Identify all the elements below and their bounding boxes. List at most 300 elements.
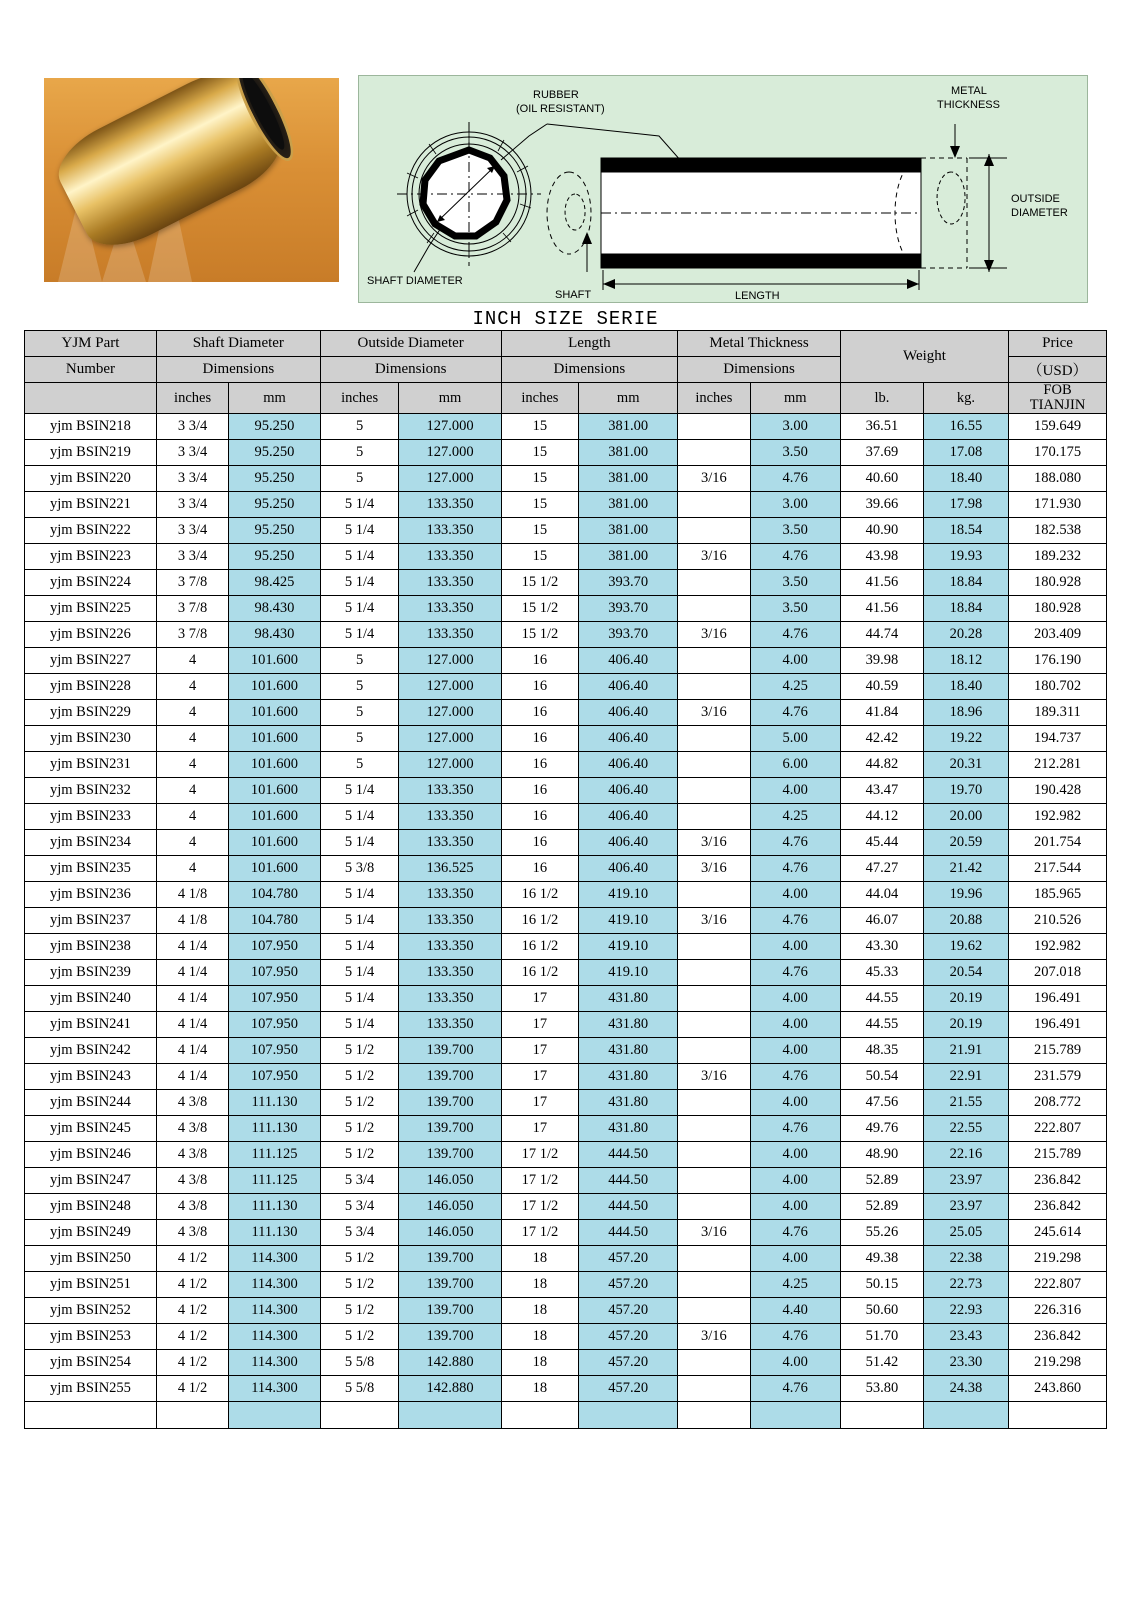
cell-outside-mm: 139.700 bbox=[399, 1324, 501, 1350]
cell-outside-inches: 5 1/2 bbox=[320, 1324, 399, 1350]
cell-shaft-inches: 4 bbox=[156, 804, 228, 830]
cell-price: 201.754 bbox=[1009, 830, 1107, 856]
cell-weight-kg: 22.55 bbox=[923, 1116, 1008, 1142]
cell-weight-kg: 19.93 bbox=[923, 544, 1008, 570]
cell-metal-mm: 4.00 bbox=[750, 986, 840, 1012]
cell-weight-kg: 18.84 bbox=[923, 570, 1008, 596]
table-row bbox=[25, 1012, 1107, 1038]
cell-shaft-inches: 4 1/4 bbox=[156, 1038, 228, 1064]
cell-shaft-mm: 95.250 bbox=[229, 492, 320, 518]
cell-part-number: yjm BSIN254 bbox=[25, 1350, 157, 1376]
cell-metal-mm: 4.00 bbox=[750, 778, 840, 804]
cell-shaft-inches: 4 1/2 bbox=[156, 1246, 228, 1272]
cell-blank bbox=[229, 1402, 320, 1429]
cell-metal-inches bbox=[678, 570, 750, 596]
cell-length-mm: 457.20 bbox=[579, 1246, 678, 1272]
cell-length-inches: 15 bbox=[501, 466, 579, 492]
cell-outside-mm: 133.350 bbox=[399, 622, 501, 648]
cell-weight-lb: 48.90 bbox=[840, 1142, 923, 1168]
cell-weight-lb: 41.84 bbox=[840, 700, 923, 726]
cell-metal-mm: 4.25 bbox=[750, 1272, 840, 1298]
cell-price: 217.544 bbox=[1009, 856, 1107, 882]
cell-length-mm: 457.20 bbox=[579, 1350, 678, 1376]
col-header-weight-kg: kg. bbox=[923, 383, 1008, 414]
cell-metal-inches bbox=[678, 440, 750, 466]
cell-metal-inches: 3/16 bbox=[678, 700, 750, 726]
cell-weight-lb: 51.42 bbox=[840, 1350, 923, 1376]
cell-length-inches: 18 bbox=[501, 1272, 579, 1298]
cell-length-inches: 16 bbox=[501, 674, 579, 700]
cell-outside-inches: 5 1/4 bbox=[320, 960, 399, 986]
cell-weight-lb: 40.60 bbox=[840, 466, 923, 492]
cell-outside-mm: 139.700 bbox=[399, 1038, 501, 1064]
cell-outside-inches: 5 1/4 bbox=[320, 804, 399, 830]
cell-weight-lb: 50.60 bbox=[840, 1298, 923, 1324]
cell-metal-mm: 4.00 bbox=[750, 648, 840, 674]
cell-metal-mm: 4.76 bbox=[750, 622, 840, 648]
cell-metal-mm: 4.76 bbox=[750, 544, 840, 570]
cell-length-mm: 381.00 bbox=[579, 544, 678, 570]
cell-part-number: yjm BSIN242 bbox=[25, 1038, 157, 1064]
cell-metal-inches bbox=[678, 1350, 750, 1376]
cell-outside-mm: 133.350 bbox=[399, 908, 501, 934]
diagram-label-outside-sub: DIAMETER bbox=[1011, 207, 1068, 219]
cell-metal-inches: 3/16 bbox=[678, 1324, 750, 1350]
cell-length-inches: 17 1/2 bbox=[501, 1220, 579, 1246]
cell-price: 215.789 bbox=[1009, 1142, 1107, 1168]
cell-blank bbox=[678, 1402, 750, 1429]
cell-outside-mm: 133.350 bbox=[399, 960, 501, 986]
cell-shaft-mm: 95.250 bbox=[229, 466, 320, 492]
cell-shaft-mm: 98.430 bbox=[229, 596, 320, 622]
col-header-metal-dimensions: Dimensions bbox=[678, 357, 841, 383]
cell-length-mm: 406.40 bbox=[579, 674, 678, 700]
cell-price: 222.807 bbox=[1009, 1116, 1107, 1142]
cell-weight-kg: 18.96 bbox=[923, 700, 1008, 726]
cell-metal-mm: 4.76 bbox=[750, 960, 840, 986]
cell-weight-lb: 47.56 bbox=[840, 1090, 923, 1116]
cell-length-mm: 457.20 bbox=[579, 1298, 678, 1324]
cell-shaft-inches: 3 3/4 bbox=[156, 544, 228, 570]
table-row bbox=[25, 622, 1107, 648]
table-row bbox=[25, 882, 1107, 908]
cell-length-inches: 16 bbox=[501, 804, 579, 830]
cell-outside-mm: 133.350 bbox=[399, 1012, 501, 1038]
col-header-shaft-dimensions: Dimensions bbox=[156, 357, 320, 383]
cell-price: 245.614 bbox=[1009, 1220, 1107, 1246]
cell-shaft-mm: 101.600 bbox=[229, 674, 320, 700]
cell-weight-lb: 47.27 bbox=[840, 856, 923, 882]
table-row bbox=[25, 1298, 1107, 1324]
cell-price: 210.526 bbox=[1009, 908, 1107, 934]
cell-shaft-mm: 98.430 bbox=[229, 622, 320, 648]
cell-part-number: yjm BSIN229 bbox=[25, 700, 157, 726]
cell-metal-mm: 3.00 bbox=[750, 492, 840, 518]
cell-weight-lb: 39.66 bbox=[840, 492, 923, 518]
cell-length-inches: 18 bbox=[501, 1324, 579, 1350]
cell-price: 171.930 bbox=[1009, 492, 1107, 518]
cell-outside-inches: 5 3/8 bbox=[320, 856, 399, 882]
cell-length-mm: 431.80 bbox=[579, 1012, 678, 1038]
table-row bbox=[25, 1246, 1107, 1272]
col-header-shaft-diameter: Shaft Diameter bbox=[156, 331, 320, 357]
cell-weight-kg: 20.28 bbox=[923, 622, 1008, 648]
cell-outside-inches: 5 1/2 bbox=[320, 1246, 399, 1272]
cell-price: 180.928 bbox=[1009, 570, 1107, 596]
table-row-blank bbox=[25, 1402, 1107, 1429]
cell-weight-lb: 49.38 bbox=[840, 1246, 923, 1272]
cell-outside-inches: 5 5/8 bbox=[320, 1376, 399, 1402]
cell-part-number: yjm BSIN223 bbox=[25, 544, 157, 570]
cell-length-mm: 381.00 bbox=[579, 440, 678, 466]
table-row bbox=[25, 544, 1107, 570]
col-header-outside-diameter: Outside Diameter bbox=[320, 331, 501, 357]
col-header-shaft-mm: mm bbox=[229, 383, 320, 414]
table-row bbox=[25, 1350, 1107, 1376]
diagram-svg bbox=[359, 76, 1087, 302]
cell-outside-mm: 146.050 bbox=[399, 1168, 501, 1194]
cell-metal-mm: 3.50 bbox=[750, 440, 840, 466]
cell-outside-inches: 5 3/4 bbox=[320, 1220, 399, 1246]
cell-part-number: yjm BSIN251 bbox=[25, 1272, 157, 1298]
cell-weight-lb: 44.12 bbox=[840, 804, 923, 830]
diagram-label-outside: OUTSIDE bbox=[1011, 193, 1060, 205]
cell-shaft-inches: 4 bbox=[156, 726, 228, 752]
cell-part-number: yjm BSIN253 bbox=[25, 1324, 157, 1350]
cell-shaft-mm: 111.125 bbox=[229, 1168, 320, 1194]
col-header-number: Number bbox=[25, 357, 157, 383]
table-row bbox=[25, 1324, 1107, 1350]
cell-outside-mm: 142.880 bbox=[399, 1350, 501, 1376]
cell-outside-inches: 5 1/4 bbox=[320, 622, 399, 648]
cell-outside-inches: 5 1/2 bbox=[320, 1272, 399, 1298]
cell-length-mm: 406.40 bbox=[579, 830, 678, 856]
cell-metal-inches bbox=[678, 674, 750, 700]
cell-weight-lb: 43.47 bbox=[840, 778, 923, 804]
cell-weight-kg: 19.22 bbox=[923, 726, 1008, 752]
cell-price: 236.842 bbox=[1009, 1168, 1107, 1194]
cell-metal-inches bbox=[678, 1246, 750, 1272]
col-header-weight-lb: lb. bbox=[840, 383, 923, 414]
table-row bbox=[25, 440, 1107, 466]
cell-weight-kg: 20.19 bbox=[923, 1012, 1008, 1038]
cell-metal-inches bbox=[678, 986, 750, 1012]
cell-outside-mm: 127.000 bbox=[399, 752, 501, 778]
cell-outside-mm: 146.050 bbox=[399, 1220, 501, 1246]
cell-weight-lb: 44.82 bbox=[840, 752, 923, 778]
cell-shaft-inches: 4 1/8 bbox=[156, 882, 228, 908]
table-row bbox=[25, 1272, 1107, 1298]
cell-part-number: yjm BSIN221 bbox=[25, 492, 157, 518]
col-header-metal-mm: mm bbox=[750, 383, 840, 414]
cell-metal-mm: 4.00 bbox=[750, 1090, 840, 1116]
cell-length-mm: 393.70 bbox=[579, 622, 678, 648]
cell-outside-mm: 127.000 bbox=[399, 440, 501, 466]
col-header-shaft-inches: inches bbox=[156, 383, 228, 414]
cell-shaft-mm: 101.600 bbox=[229, 830, 320, 856]
col-header-metal-thickness: Metal Thickness bbox=[678, 331, 841, 357]
table-row bbox=[25, 414, 1107, 440]
cell-weight-lb: 41.56 bbox=[840, 596, 923, 622]
cell-length-inches: 17 1/2 bbox=[501, 1168, 579, 1194]
cell-shaft-mm: 95.250 bbox=[229, 518, 320, 544]
cell-length-mm: 457.20 bbox=[579, 1376, 678, 1402]
cell-outside-mm: 133.350 bbox=[399, 830, 501, 856]
cell-length-inches: 18 bbox=[501, 1298, 579, 1324]
cell-outside-mm: 133.350 bbox=[399, 986, 501, 1012]
col-header-length-mm: mm bbox=[579, 383, 678, 414]
cell-weight-kg: 22.38 bbox=[923, 1246, 1008, 1272]
cell-metal-inches bbox=[678, 882, 750, 908]
cell-metal-mm: 4.00 bbox=[750, 1194, 840, 1220]
cell-metal-inches bbox=[678, 1142, 750, 1168]
cell-outside-inches: 5 1/4 bbox=[320, 882, 399, 908]
cell-outside-mm: 142.880 bbox=[399, 1376, 501, 1402]
cell-shaft-mm: 101.600 bbox=[229, 700, 320, 726]
cell-price: 180.928 bbox=[1009, 596, 1107, 622]
cell-outside-inches: 5 1/4 bbox=[320, 596, 399, 622]
cell-weight-kg: 20.31 bbox=[923, 752, 1008, 778]
cell-metal-mm: 6.00 bbox=[750, 752, 840, 778]
cell-shaft-mm: 101.600 bbox=[229, 856, 320, 882]
cell-metal-mm: 4.76 bbox=[750, 1324, 840, 1350]
table-row bbox=[25, 518, 1107, 544]
cell-price: 222.807 bbox=[1009, 1272, 1107, 1298]
cell-metal-inches bbox=[678, 752, 750, 778]
cell-outside-mm: 133.350 bbox=[399, 804, 501, 830]
cell-outside-mm: 133.350 bbox=[399, 544, 501, 570]
table-row bbox=[25, 752, 1107, 778]
cell-weight-lb: 41.56 bbox=[840, 570, 923, 596]
cell-blank bbox=[923, 1402, 1008, 1429]
cell-outside-inches: 5 1/2 bbox=[320, 1064, 399, 1090]
cell-weight-lb: 44.74 bbox=[840, 622, 923, 648]
cell-weight-kg: 23.30 bbox=[923, 1350, 1008, 1376]
cell-part-number: yjm BSIN219 bbox=[25, 440, 157, 466]
cell-part-number: yjm BSIN231 bbox=[25, 752, 157, 778]
table-row bbox=[25, 1376, 1107, 1402]
cell-length-mm: 419.10 bbox=[579, 908, 678, 934]
cell-metal-inches bbox=[678, 804, 750, 830]
cell-weight-lb: 50.54 bbox=[840, 1064, 923, 1090]
cell-shaft-inches: 4 1/4 bbox=[156, 934, 228, 960]
cell-outside-mm: 133.350 bbox=[399, 596, 501, 622]
cell-outside-inches: 5 5/8 bbox=[320, 1350, 399, 1376]
cell-outside-inches: 5 1/2 bbox=[320, 1038, 399, 1064]
cell-metal-inches bbox=[678, 934, 750, 960]
cell-outside-inches: 5 1/4 bbox=[320, 492, 399, 518]
cell-metal-mm: 3.50 bbox=[750, 596, 840, 622]
cell-length-mm: 444.50 bbox=[579, 1142, 678, 1168]
cell-metal-mm: 4.25 bbox=[750, 804, 840, 830]
cell-part-number: yjm BSIN225 bbox=[25, 596, 157, 622]
cell-length-mm: 381.00 bbox=[579, 466, 678, 492]
cell-shaft-mm: 111.125 bbox=[229, 1142, 320, 1168]
cell-metal-inches bbox=[678, 1376, 750, 1402]
cell-weight-kg: 17.08 bbox=[923, 440, 1008, 466]
cell-metal-mm: 4.00 bbox=[750, 934, 840, 960]
table-row bbox=[25, 466, 1107, 492]
cell-metal-inches bbox=[678, 1272, 750, 1298]
cell-price: 190.428 bbox=[1009, 778, 1107, 804]
cell-length-inches: 15 bbox=[501, 492, 579, 518]
cell-metal-inches bbox=[678, 1298, 750, 1324]
col-header-length-inches: inches bbox=[501, 383, 579, 414]
cell-outside-mm: 139.700 bbox=[399, 1246, 501, 1272]
cell-shaft-mm: 111.130 bbox=[229, 1194, 320, 1220]
cell-length-inches: 18 bbox=[501, 1246, 579, 1272]
cell-shaft-mm: 104.780 bbox=[229, 882, 320, 908]
cell-shaft-inches: 3 3/4 bbox=[156, 440, 228, 466]
cell-shaft-mm: 95.250 bbox=[229, 544, 320, 570]
cell-outside-inches: 5 1/4 bbox=[320, 518, 399, 544]
cell-length-mm: 419.10 bbox=[579, 960, 678, 986]
cell-part-number: yjm BSIN228 bbox=[25, 674, 157, 700]
cell-outside-mm: 146.050 bbox=[399, 1194, 501, 1220]
cell-shaft-inches: 4 3/8 bbox=[156, 1168, 228, 1194]
table-row bbox=[25, 596, 1107, 622]
cell-length-mm: 431.80 bbox=[579, 1064, 678, 1090]
cell-part-number: yjm BSIN235 bbox=[25, 856, 157, 882]
cell-metal-inches: 3/16 bbox=[678, 1220, 750, 1246]
cell-length-inches: 15 1/2 bbox=[501, 570, 579, 596]
cell-length-inches: 15 bbox=[501, 518, 579, 544]
cell-shaft-inches: 4 3/8 bbox=[156, 1142, 228, 1168]
cell-weight-lb: 49.76 bbox=[840, 1116, 923, 1142]
cell-shaft-mm: 95.250 bbox=[229, 440, 320, 466]
cell-shaft-mm: 101.600 bbox=[229, 648, 320, 674]
cell-weight-kg: 24.38 bbox=[923, 1376, 1008, 1402]
cell-price: 189.311 bbox=[1009, 700, 1107, 726]
cell-length-inches: 17 bbox=[501, 1090, 579, 1116]
cell-length-mm: 457.20 bbox=[579, 1324, 678, 1350]
cell-metal-mm: 4.40 bbox=[750, 1298, 840, 1324]
cell-outside-inches: 5 bbox=[320, 752, 399, 778]
cell-metal-inches bbox=[678, 492, 750, 518]
cell-metal-mm: 4.76 bbox=[750, 1376, 840, 1402]
cell-outside-inches: 5 bbox=[320, 726, 399, 752]
cell-weight-lb: 51.70 bbox=[840, 1324, 923, 1350]
cell-metal-inches bbox=[678, 414, 750, 440]
table-row bbox=[25, 1220, 1107, 1246]
diagram-label-metal-sub: THICKNESS bbox=[937, 99, 1000, 111]
table-row bbox=[25, 1168, 1107, 1194]
cell-part-number: yjm BSIN238 bbox=[25, 934, 157, 960]
cell-weight-lb: 43.98 bbox=[840, 544, 923, 570]
cell-price: 170.175 bbox=[1009, 440, 1107, 466]
cell-metal-mm: 4.00 bbox=[750, 1168, 840, 1194]
cell-weight-kg: 17.98 bbox=[923, 492, 1008, 518]
cell-metal-mm: 4.76 bbox=[750, 1116, 840, 1142]
cell-metal-inches: 3/16 bbox=[678, 1064, 750, 1090]
cell-outside-inches: 5 3/4 bbox=[320, 1194, 399, 1220]
cell-weight-kg: 19.96 bbox=[923, 882, 1008, 908]
cell-blank bbox=[750, 1402, 840, 1429]
header-imagery bbox=[0, 0, 1131, 310]
cell-shaft-mm: 111.130 bbox=[229, 1116, 320, 1142]
cell-part-number: yjm BSIN245 bbox=[25, 1116, 157, 1142]
cell-length-mm: 381.00 bbox=[579, 414, 678, 440]
cell-length-inches: 15 1/2 bbox=[501, 596, 579, 622]
cell-blank bbox=[320, 1402, 399, 1429]
table-row bbox=[25, 492, 1107, 518]
cell-shaft-mm: 104.780 bbox=[229, 908, 320, 934]
cell-metal-mm: 3.00 bbox=[750, 414, 840, 440]
cell-part-number: yjm BSIN237 bbox=[25, 908, 157, 934]
cell-shaft-inches: 3 3/4 bbox=[156, 492, 228, 518]
cell-price: 236.842 bbox=[1009, 1194, 1107, 1220]
cell-length-inches: 18 bbox=[501, 1376, 579, 1402]
cell-length-mm: 406.40 bbox=[579, 778, 678, 804]
cell-part-number: yjm BSIN246 bbox=[25, 1142, 157, 1168]
cell-shaft-inches: 4 1/4 bbox=[156, 960, 228, 986]
cell-length-inches: 16 bbox=[501, 648, 579, 674]
table-row bbox=[25, 700, 1107, 726]
cell-shaft-mm: 107.950 bbox=[229, 1064, 320, 1090]
cell-part-number: yjm BSIN241 bbox=[25, 1012, 157, 1038]
cell-shaft-inches: 4 1/2 bbox=[156, 1272, 228, 1298]
cell-blank bbox=[579, 1402, 678, 1429]
cell-shaft-mm: 111.130 bbox=[229, 1220, 320, 1246]
cell-part-number: yjm BSIN226 bbox=[25, 622, 157, 648]
cell-weight-lb: 45.44 bbox=[840, 830, 923, 856]
cell-blank bbox=[840, 1402, 923, 1429]
cell-outside-mm: 127.000 bbox=[399, 674, 501, 700]
cell-shaft-mm: 107.950 bbox=[229, 960, 320, 986]
cell-blank bbox=[399, 1402, 501, 1429]
table-row bbox=[25, 934, 1107, 960]
cell-outside-mm: 133.350 bbox=[399, 570, 501, 596]
cell-blank bbox=[501, 1402, 579, 1429]
cell-metal-mm: 4.00 bbox=[750, 1246, 840, 1272]
cell-part-number: yjm BSIN232 bbox=[25, 778, 157, 804]
cell-metal-inches bbox=[678, 726, 750, 752]
cell-length-mm: 381.00 bbox=[579, 492, 678, 518]
cell-weight-lb: 43.30 bbox=[840, 934, 923, 960]
cell-metal-inches bbox=[678, 960, 750, 986]
cell-outside-mm: 139.700 bbox=[399, 1116, 501, 1142]
cell-length-mm: 444.50 bbox=[579, 1194, 678, 1220]
cell-length-inches: 16 1/2 bbox=[501, 960, 579, 986]
cell-length-mm: 457.20 bbox=[579, 1272, 678, 1298]
cell-price: 226.316 bbox=[1009, 1298, 1107, 1324]
cell-shaft-inches: 4 1/4 bbox=[156, 1012, 228, 1038]
cell-metal-inches bbox=[678, 1116, 750, 1142]
cell-weight-kg: 20.54 bbox=[923, 960, 1008, 986]
cell-metal-inches: 3/16 bbox=[678, 544, 750, 570]
cell-shaft-inches: 4 1/4 bbox=[156, 986, 228, 1012]
cell-outside-mm: 133.350 bbox=[399, 934, 501, 960]
cell-weight-kg: 22.16 bbox=[923, 1142, 1008, 1168]
cell-outside-inches: 5 bbox=[320, 466, 399, 492]
table-row bbox=[25, 1064, 1107, 1090]
cell-shaft-mm: 114.300 bbox=[229, 1324, 320, 1350]
table-row bbox=[25, 1090, 1107, 1116]
cell-metal-mm: 4.00 bbox=[750, 1142, 840, 1168]
cell-price: 207.018 bbox=[1009, 960, 1107, 986]
cell-metal-inches bbox=[678, 778, 750, 804]
cell-metal-inches bbox=[678, 596, 750, 622]
cell-outside-inches: 5 bbox=[320, 414, 399, 440]
cell-outside-mm: 139.700 bbox=[399, 1064, 501, 1090]
col-header-metal-inches: inches bbox=[678, 383, 750, 414]
cell-weight-kg: 23.97 bbox=[923, 1168, 1008, 1194]
cell-length-mm: 419.10 bbox=[579, 882, 678, 908]
cell-weight-lb: 46.07 bbox=[840, 908, 923, 934]
cell-price: 192.982 bbox=[1009, 934, 1107, 960]
cell-weight-kg: 21.55 bbox=[923, 1090, 1008, 1116]
cell-part-number: yjm BSIN248 bbox=[25, 1194, 157, 1220]
